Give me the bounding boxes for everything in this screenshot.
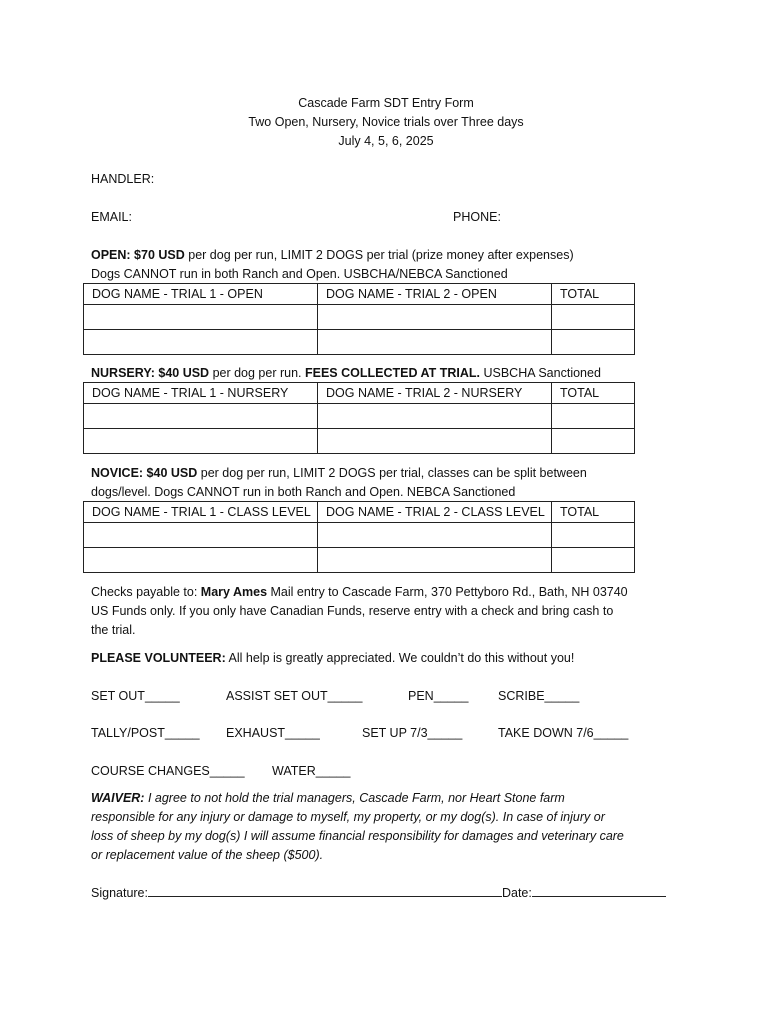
column-header: DOG NAME - TRIAL 1 - CLASS LEVEL xyxy=(84,502,318,523)
novice-trial2-dog-cell-2[interactable] xyxy=(318,548,552,573)
novice-trial2-dog-cell-1[interactable] xyxy=(318,523,552,548)
waiver-line-2: responsible for any injury or damage to myself, my property, or my dog(s). In case of injury or xyxy=(91,810,605,824)
nursery-entry-table xyxy=(83,382,635,454)
volunteer-heading xyxy=(91,649,681,668)
nursery-trial1-dog-cell-2[interactable] xyxy=(84,429,318,454)
payment-instructions xyxy=(91,583,681,640)
volunteer-set-up[interactable]: SET UP 7/3_____ xyxy=(362,726,463,740)
open-sanction: Dogs CANNOT run in both Ranch and Open. USBCHA/NEBCA Sanctioned xyxy=(91,267,508,281)
nursery-trial1-dog-cell-1[interactable] xyxy=(84,404,318,429)
table-row xyxy=(84,404,635,429)
novice-total-cell-1[interactable] xyxy=(552,523,635,548)
table-row xyxy=(84,429,635,454)
nursery-fees-note: FEES COLLECTED AT TRIAL. xyxy=(305,366,480,380)
volunteer-set-out[interactable]: SET OUT_____ xyxy=(91,689,180,703)
novice-total-cell-2[interactable] xyxy=(552,548,635,573)
novice-sanction: dogs/level. Dogs CANNOT run in both Ranch and Open. NEBCA Sanctioned xyxy=(91,485,516,499)
volunteer-tally-post[interactable]: TALLY/POST_____ xyxy=(91,726,200,740)
open-trial1-dog-cell-1[interactable] xyxy=(84,305,318,330)
table-row xyxy=(84,305,635,330)
checks-funds-note-end: the trial. xyxy=(91,623,136,637)
handler-label: HANDLER: xyxy=(91,172,155,186)
volunteer-course-changes[interactable]: COURSE CHANGES_____ xyxy=(91,764,245,778)
date-label: Date: xyxy=(501,886,532,900)
waiver-text xyxy=(91,789,681,865)
phone-label: PHONE: xyxy=(453,210,501,224)
waiver-line-3: loss of sheep by my dog(s) I will assume financial responsibility for damages and veterinary care xyxy=(91,829,624,843)
volunteer-label: PLEASE VOLUNTEER: xyxy=(91,651,226,665)
column-header: TOTAL xyxy=(552,383,635,404)
open-total-cell-1[interactable] xyxy=(552,305,635,330)
signature-row xyxy=(91,884,666,903)
column-header: DOG NAME - TRIAL 1 - OPEN xyxy=(84,284,318,305)
column-header: DOG NAME - TRIAL 2 - OPEN xyxy=(318,284,552,305)
column-header: TOTAL xyxy=(552,502,635,523)
open-total-cell-2[interactable] xyxy=(552,330,635,355)
nursery-total-cell-2[interactable] xyxy=(552,429,635,454)
volunteer-assist-set-out[interactable]: ASSIST SET OUT_____ xyxy=(226,689,363,703)
checks-mail-address: Mail entry to Cascade Farm, 370 Pettyboro Rd., Bath, NH 03740 xyxy=(267,585,628,599)
column-header: DOG NAME - TRIAL 2 - NURSERY xyxy=(318,383,552,404)
waiver-line-1: I agree to not hold the trial managers, Cascade Farm, nor Heart Stone farm xyxy=(144,791,565,805)
nursery-terms: per dog per run. xyxy=(209,366,305,380)
volunteer-water[interactable]: WATER_____ xyxy=(272,764,351,778)
signature-label: Signature: xyxy=(91,886,148,900)
open-trial2-dog-cell-1[interactable] xyxy=(318,305,552,330)
open-trial1-dog-cell-2[interactable] xyxy=(84,330,318,355)
novice-description xyxy=(91,464,681,502)
table-row xyxy=(84,330,635,355)
nursery-trial2-dog-cell-2[interactable] xyxy=(318,429,552,454)
signature-line[interactable] xyxy=(148,884,502,897)
table-header-row xyxy=(84,284,635,305)
waiver-label: WAIVER: xyxy=(91,791,145,805)
title-line-3: July 4, 5, 6, 2025 xyxy=(338,134,434,148)
table-row xyxy=(84,523,635,548)
volunteer-exhaust[interactable]: EXHAUST_____ xyxy=(226,726,320,740)
volunteer-scribe[interactable]: SCRIBE_____ xyxy=(498,689,580,703)
checks-funds-note: US Funds only. If you only have Canadian Funds, reserve entry with a check and bring cash to xyxy=(91,604,614,618)
open-description xyxy=(91,246,681,284)
checks-lead: Checks payable to: xyxy=(91,585,201,599)
title-line-1: Cascade Farm SDT Entry Form xyxy=(298,96,474,110)
table-header-row xyxy=(84,383,635,404)
column-header: TOTAL xyxy=(552,284,635,305)
checks-payee: Mary Ames xyxy=(200,585,268,599)
open-terms: per dog per run, LIMIT 2 DOGS per trial (prize money after expenses) xyxy=(184,248,574,262)
nursery-trial2-dog-cell-1[interactable] xyxy=(318,404,552,429)
nursery-total-cell-1[interactable] xyxy=(552,404,635,429)
open-price: OPEN: $70 USD xyxy=(91,248,185,262)
table-row xyxy=(84,548,635,573)
column-header: DOG NAME - TRIAL 2 - CLASS LEVEL xyxy=(318,502,552,523)
form-title xyxy=(91,94,681,151)
open-trial2-dog-cell-2[interactable] xyxy=(318,330,552,355)
volunteer-pen[interactable]: PEN_____ xyxy=(408,689,469,703)
novice-trial1-dog-cell-1[interactable] xyxy=(84,523,318,548)
novice-entry-table xyxy=(83,501,635,573)
column-header: DOG NAME - TRIAL 1 - NURSERY xyxy=(84,383,318,404)
email-label: EMAIL: xyxy=(91,210,132,224)
waiver-line-4: or replacement value of the sheep ($500). xyxy=(91,848,324,862)
table-header-row xyxy=(84,502,635,523)
open-entry-table xyxy=(83,283,635,355)
novice-trial1-dog-cell-2[interactable] xyxy=(84,548,318,573)
title-line-2: Two Open, Nursery, Novice trials over Three days xyxy=(248,115,524,129)
nursery-description xyxy=(91,364,681,383)
nursery-price: NURSERY: $40 USD xyxy=(91,366,210,380)
volunteer-take-down[interactable]: TAKE DOWN 7/6_____ xyxy=(498,726,629,740)
novice-terms: per dog per run, LIMIT 2 DOGS per trial, classes can be split between xyxy=(197,466,587,480)
volunteer-text: All help is greatly appreciated. We couldn’t do this without you! xyxy=(225,651,575,665)
novice-price: NOVICE: $40 USD xyxy=(91,466,198,480)
nursery-sanction: USBCHA Sanctioned xyxy=(480,366,601,380)
date-line[interactable] xyxy=(532,884,666,897)
